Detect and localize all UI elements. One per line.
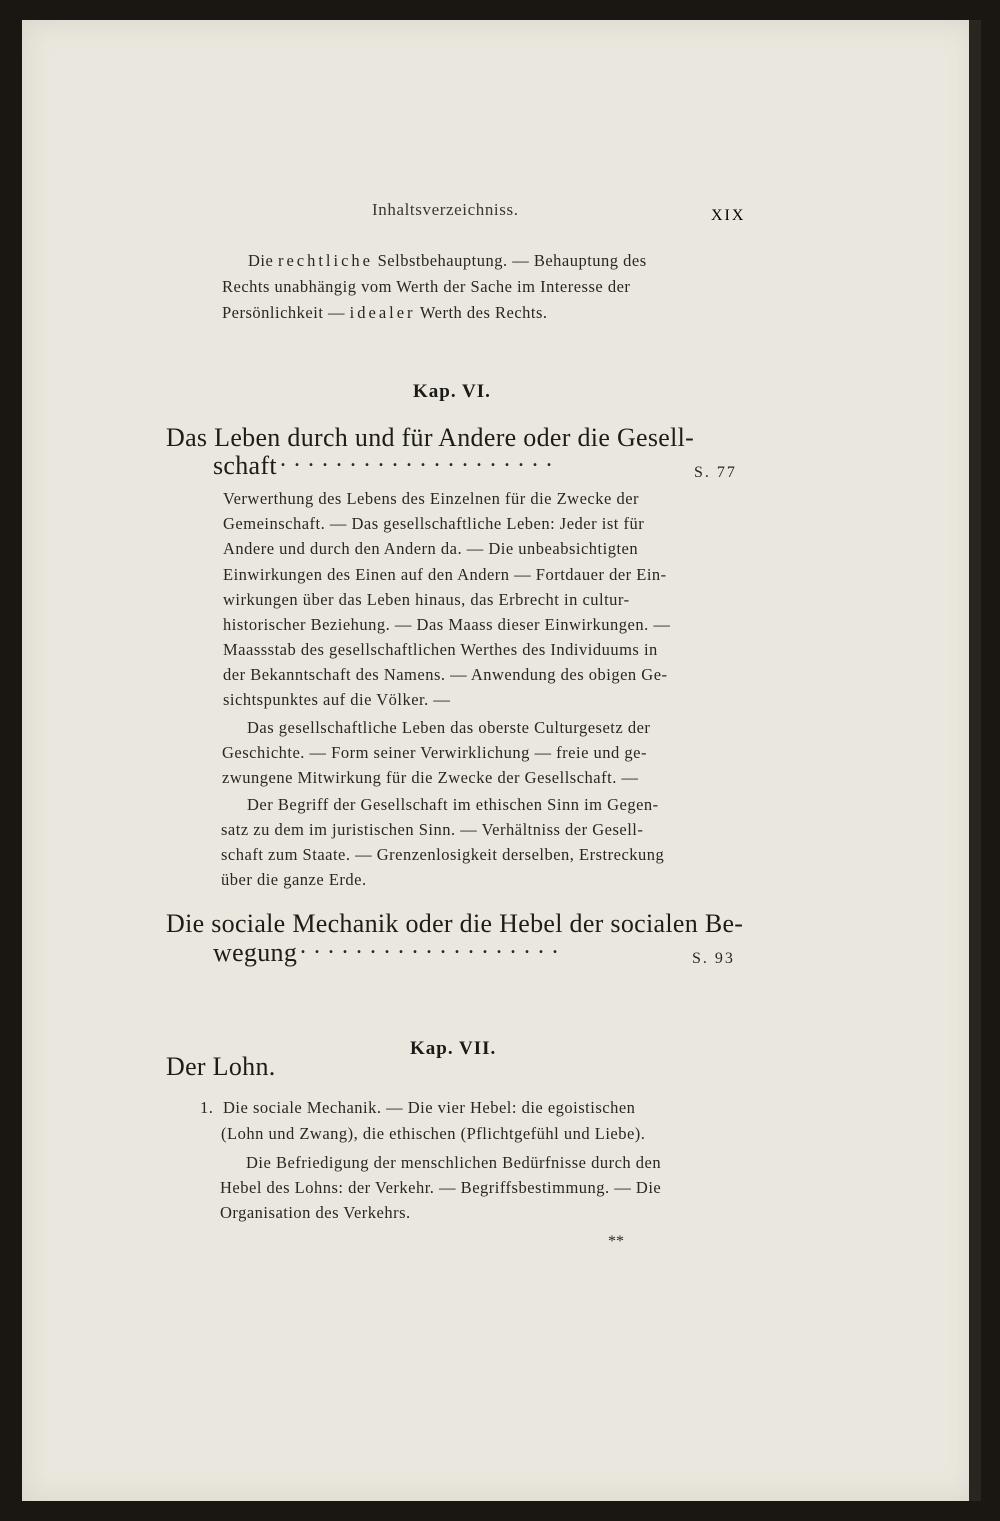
- text-span: Die: [248, 251, 278, 270]
- toc-summary-line: satz zu dem im juristischen Sinn. — Verhältniss der Gesell-: [221, 820, 644, 839]
- text-span: Selbstbehauptung. — Behauptung des: [373, 251, 647, 270]
- toc-summary-line: Die Befriedigung der menschlichen Bedürfnisse durch den: [246, 1153, 662, 1172]
- toc-summary-line: Einwirkungen des Einen auf den Andern — Fortdauer der Ein-: [223, 565, 667, 584]
- toc-summary-line: Das gesellschaftliche Leben das oberste Culturgesetz der: [247, 718, 651, 737]
- page-number: XIX: [711, 207, 746, 224]
- toc-summary-line: Organisation des Verkehrs.: [220, 1203, 411, 1222]
- intro-line-2: Rechts unabhängig vom Werth der Sache im Interesse der: [222, 277, 631, 296]
- section-title-2-line-1: Die sociale Mechanik oder die Hebel der socialen Be-: [166, 909, 744, 938]
- chapter-heading-7: Kap. VII.: [410, 1038, 497, 1059]
- toc-summary-line: historischer Beziehung. — Das Maass dieser Einwirkungen. —: [223, 615, 671, 634]
- toc-leader-dots: ....................: [280, 446, 560, 472]
- toc-summary-line: Geschichte. — Form seiner Verwirklichung — freie und ge-: [222, 743, 647, 762]
- toc-leader-dots: ...................: [300, 933, 566, 959]
- running-head: Inhaltsverzeichniss.: [372, 200, 519, 219]
- section-title-line-2: schaft: [213, 451, 277, 480]
- toc-summary-line: (Lohn und Zwang), die ethischen (Pflichtgefühl und Liebe).: [221, 1124, 646, 1143]
- chapter-subtitle: Der Lohn.: [166, 1052, 276, 1081]
- section-title-line-1: Das Leben durch und für Andere oder die Gesell-: [166, 423, 695, 452]
- section-title-2-line-2: wegung: [213, 938, 298, 967]
- emphasis-text: rechtliche: [277, 251, 373, 270]
- toc-summary-line: schaft zum Staate. — Grenzenlosigkeit derselben, Erstreckung: [221, 845, 665, 864]
- toc-summary-line: der Bekanntschaft des Namens. — Anwendung des obigen Ge-: [223, 665, 668, 684]
- toc-summary-line: Der Begriff der Gesellschaft im ethischen Sinn im Gegen-: [247, 795, 659, 814]
- toc-summary-line: Hebel des Lohns: der Verkehr. — Begriffsbestimmung. — Die: [220, 1178, 662, 1197]
- page-reference: S. 93: [692, 950, 735, 967]
- emphasis-text: idealer: [349, 303, 416, 322]
- item-number: 1.: [200, 1098, 214, 1117]
- signature-mark: **: [608, 1233, 624, 1250]
- text-span: Persönlichkeit —: [222, 303, 350, 322]
- intro-line-1: [248, 251, 647, 271]
- text-span: Werth des Rechts.: [415, 303, 548, 322]
- toc-summary-line: über die ganze Erde.: [221, 870, 367, 889]
- toc-summary-line: Maassstab des gesellschaftlichen Werthes des Individuums in: [223, 640, 658, 659]
- page-edge: [969, 20, 981, 1501]
- chapter-heading-6: Kap. VI.: [413, 381, 491, 402]
- toc-summary-line: Gemeinschaft. — Das gesellschaftliche Leben: Jeder ist für: [223, 514, 645, 533]
- toc-summary-line: Verwerthung des Lebens des Einzelnen für die Zwecke der: [223, 489, 640, 508]
- toc-summary-line: sichtspunktes auf die Völker. —: [223, 690, 451, 709]
- intro-line-3: [222, 303, 548, 323]
- page-reference: S. 77: [694, 464, 737, 481]
- toc-summary-line: Die sociale Mechanik. — Die vier Hebel: die egoistischen: [223, 1098, 636, 1117]
- toc-summary-line: zwungene Mitwirkung für die Zwecke der Gesellschaft. —: [222, 768, 639, 787]
- toc-summary-line: wirkungen über das Leben hinaus, das Erbrecht in cultur-: [223, 590, 630, 609]
- toc-summary-line: Andere und durch den Andern da. — Die unbeabsichtigten: [223, 539, 639, 558]
